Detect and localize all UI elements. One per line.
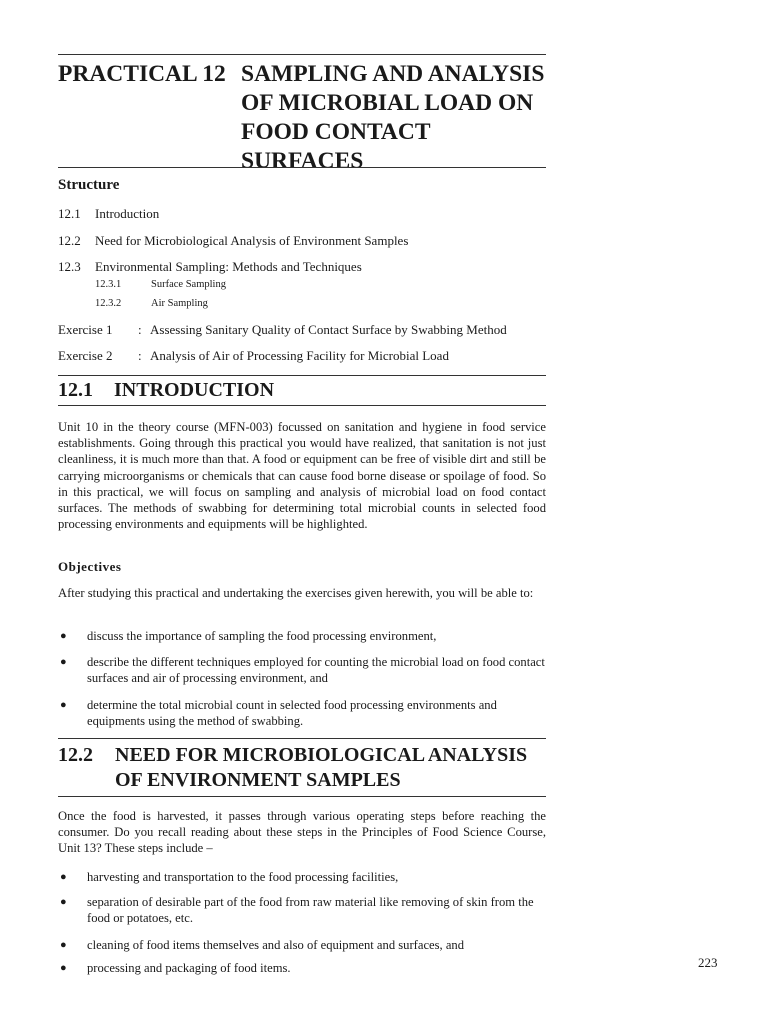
title-line: SURFACES [241, 148, 364, 174]
title-top-rule [58, 54, 546, 55]
objective-text: discuss the importance of sampling the food processing environment, [87, 629, 437, 643]
section-number: 12.2 [58, 744, 93, 766]
section-rule [58, 375, 546, 376]
step-text: separation of desirable part of the food from raw material like removing of skin from the food or potatoes, etc. [87, 895, 534, 926]
practical-label: PRACTICAL 12 [58, 61, 226, 87]
step-text: cleaning of food items themselves and also of equipment and surfaces, and [87, 938, 465, 952]
exercise-label: Exercise 2 [58, 348, 113, 363]
bullet-icon: ● [60, 962, 67, 974]
step-text: processing and packaging of food items. [87, 961, 291, 975]
toc-text: Environmental Sampling: Methods and Techniques [95, 259, 362, 274]
bullet-icon: ● [60, 656, 67, 668]
title-line: SAMPLING AND ANALYSIS [241, 61, 545, 87]
toc-text: Introduction [95, 206, 160, 221]
intro-paragraph: Unit 10 in the theory course (MFN-003) focussed on sanitation and hygiene in food service establishments. Going through this practical you would have realized, that sanitation is not just cleanliness, it is much more than that. A food or equipment can be free of visible dirt and still be carrying microorganisms or chemicals that can cause food borne disease or spoilage of food. So in this practical, we will focus on sampling and analysis of microbial load on food contact surfaces. The methods of swabbing for determining total microbial counts in selected food processing environments and equipments will be highlighted. [58, 420, 546, 532]
structure-heading: Structure [58, 177, 120, 193]
bullet-icon: ● [60, 939, 67, 951]
toc-sub-number: 12.3.2 [95, 298, 122, 309]
toc-sub-text: Surface Sampling [151, 279, 226, 290]
exercise-label: Exercise 1 [58, 322, 113, 337]
bullet-icon: ● [60, 630, 67, 642]
section-title-line: OF ENVIRONMENT SAMPLES [115, 769, 401, 791]
section-title [115, 743, 555, 793]
exercise-colon: : [138, 348, 142, 363]
section2-paragraph: Once the food is harvested, it passes through various operating steps before reaching the consumer. Do you recall reading about these steps in the Principles of Food Science Course, Unit 13? These steps include – [58, 809, 546, 856]
toc-number: 12.2 [58, 233, 81, 248]
section-number: 12.1 [58, 379, 93, 401]
exercise-text: Assessing Sanitary Quality of Contact Surface by Swabbing Method [150, 322, 507, 337]
section-title: INTRODUCTION [114, 379, 275, 401]
exercise-colon: : [138, 322, 142, 337]
toc-number: 12.3 [58, 259, 81, 274]
bullet-icon: ● [60, 871, 67, 883]
toc-sub-text: Air Sampling [151, 298, 208, 309]
objectives-intro: After studying this practical and undertaking the exercises given herewith, you will be able to: [58, 586, 534, 600]
step-text: harvesting and transportation to the food processing facilities, [87, 870, 399, 884]
title-line: OF MICROBIAL LOAD ON [241, 90, 534, 116]
section-rule [58, 738, 546, 739]
objective-text: describe the different techniques employed for counting the microbial load on food contact surfaces and air of processing environment, and [87, 655, 545, 686]
title-bottom-rule [58, 167, 546, 168]
exercise-text: Analysis of Air of Processing Facility for Microbial Load [150, 348, 449, 363]
bullet-icon: ● [60, 699, 67, 711]
bullet-icon: ● [60, 896, 67, 908]
section-rule [58, 405, 546, 406]
practical-title-text [241, 60, 551, 176]
title-line: FOOD CONTACT [241, 119, 431, 145]
toc-number: 12.1 [58, 206, 81, 221]
section-title-line: NEED FOR MICROBIOLOGICAL ANALYSIS [115, 744, 528, 766]
toc-text: Need for Microbiological Analysis of Environment Samples [95, 233, 409, 248]
objective-text: determine the total microbial count in selected food processing environments and equipments using the method of swabbing. [87, 698, 497, 729]
section-rule [58, 796, 546, 797]
toc-sub-number: 12.3.1 [95, 279, 122, 290]
page-number: 223 [698, 955, 718, 970]
objectives-heading: Objectives [58, 559, 122, 574]
